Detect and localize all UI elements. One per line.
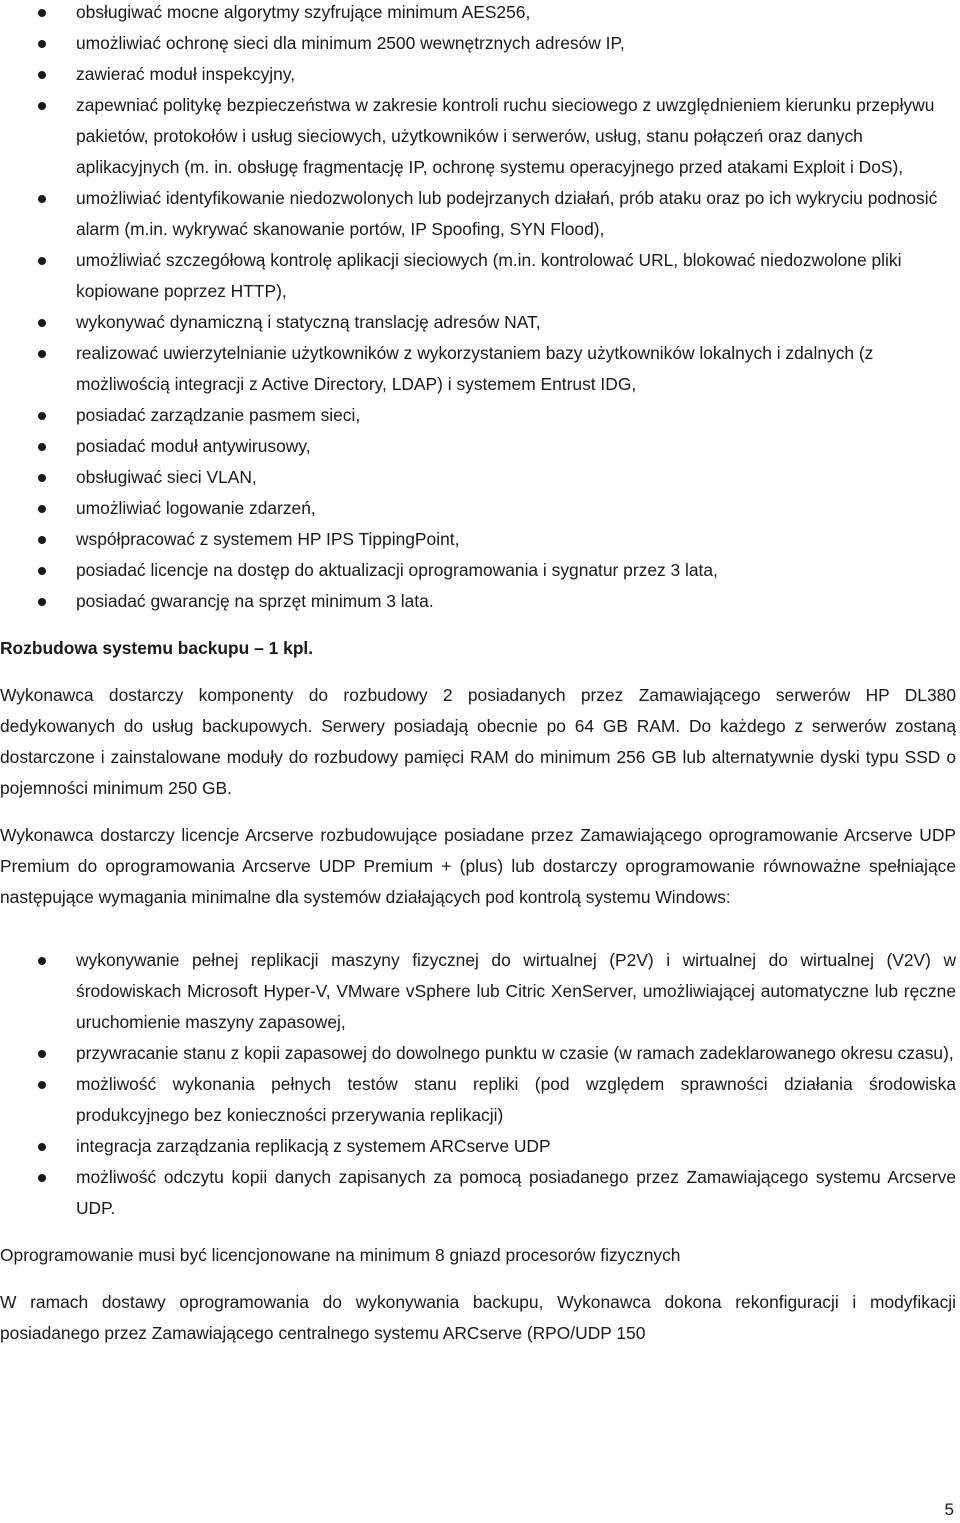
list-item (0, 1131, 960, 1162)
list-item-text: współpracować z systemem HP IPS TippingPoint, (76, 529, 460, 549)
list-item-text: zapewniać politykę bezpieczeństwa w zakresie kontroli ruchu sieciowego z uwzględnieniem kierunku przepływu pakietów, protokołów i usług sieciowych, użytkowników i serwerów, usług, stanu połączeń oraz danych aplikacyjnych (m. in. obsługę fragmentację IP, ochronę systemu operacyjnego przed atakami Exploit i DoS), (76, 95, 935, 177)
list-item (0, 307, 960, 338)
list-item (0, 493, 960, 524)
bullet-icon (38, 1081, 46, 1089)
bullet-icon (38, 257, 46, 265)
list-item (0, 1069, 960, 1131)
paragraph-licensing: Oprogramowanie musi być licencjonowane na minimum 8 gniazd procesorów fizycznych (0, 1245, 681, 1265)
bullet-icon (38, 443, 46, 451)
list-item (0, 0, 960, 28)
list-item-text: zawierać moduł inspekcyjny, (76, 64, 296, 84)
list-item (0, 586, 960, 617)
list-item-text: obsługiwać mocne algorytmy szyfrujące minimum AES256, (76, 2, 531, 22)
list-item (0, 338, 960, 400)
list-item (0, 90, 960, 183)
list-item-text: posiadać gwarancję na sprzęt minimum 3 lata. (76, 591, 434, 611)
bullet-icon (38, 957, 46, 965)
list-item-text: wykonywanie pełnej replikacji maszyny fizycznej do wirtualnej (P2V) i wirtualnej do wirtualnej (V2V) w środowiskach Microsoft Hyper-V, VMware vSphere lub Citric XenServer, umożliwiającej automatyczne lub ręczne uruchomienie maszyny zapasowej, (76, 950, 956, 1032)
bullet-icon (38, 40, 46, 48)
bullet-icon (38, 319, 46, 327)
list-item (0, 400, 960, 431)
list-item-text: realizować uwierzytelnianie użytkowników z wykorzystaniem bazy użytkowników lokalnych i zdalnych (z możliwością integracji z Active Directory, LDAP) i systemem Entrust IDG, (76, 343, 874, 394)
list-item-text: możliwość odczytu kopii danych zapisanych za pomocą posiadanego przez Zamawiającego systemu Arcserve UDP. (76, 1167, 956, 1218)
bullet-icon (38, 1174, 46, 1182)
list-item (0, 524, 960, 555)
list-item (0, 59, 960, 90)
bullet-icon (38, 350, 46, 358)
list-item (0, 945, 960, 1038)
bullet-icon (38, 505, 46, 513)
list-item (0, 555, 960, 586)
section-heading: Rozbudowa systemu backupu – 1 kpl. (0, 638, 314, 658)
paragraph-components: Wykonawca dostarczy komponenty do rozbudowy 2 posiadanych przez Zamawiającego serwerów HP DL380 dedykowanych do usług backupowych. Serwery posiadają obecnie po 64 GB RAM. Do każdego z serwerów zostaną dostarczone i zainstalowane moduły do rozbudowy pamięci RAM do minimum 256 GB lub alternatywnie dyski typu SSD o pojemności minimum 250 GB. (0, 685, 956, 798)
bullet-icon (38, 9, 46, 17)
bullet-icon (38, 474, 46, 482)
backup-requirements-list (0, 945, 960, 1224)
list-item-text: obsługiwać sieci VLAN, (76, 467, 257, 487)
paragraph-reconfiguration: W ramach dostawy oprogramowania do wykonywania backupu, Wykonawca dokona rekonfiguracji i modyfikacji posiadanego przez Zamawiającego centralnego systemu ARCserve (RPO/UDP 150 (0, 1292, 956, 1343)
page-number: 5 (944, 1500, 954, 1519)
list-item (0, 183, 960, 245)
bullet-icon (38, 536, 46, 544)
bullet-icon (38, 567, 46, 575)
bullet-icon (38, 1143, 46, 1151)
list-item-text: przywracanie stanu z kopii zapasowej do dowolnego punktu w czasie (w ramach zadeklarowanego okresu czasu), (76, 1043, 954, 1063)
list-item-text: umożliwiać identyfikowanie niedozwolonych lub podejrzanych działań, prób ataku oraz po ich wykryciu podnosić alarm (m.in. wykrywać skanowanie portów, IP Spoofing, SYN Flood), (76, 188, 938, 239)
paragraph-licences: Wykonawca dostarczy licencje Arcserve rozbudowujące posiadane przez Zamawiającego oprogramowanie Arcserve UDP Premium do oprogramowania Arcserve UDP Premium + (plus) lub dostarczy oprogramowanie równoważne spełniające następujące wymagania minimalne dla systemów działających pod kontrolą systemu Windows: (0, 825, 956, 907)
list-item-text: posiadać zarządzanie pasmem sieci, (76, 405, 361, 425)
list-item-text: umożliwiać ochronę sieci dla minimum 2500 wewnętrznych adresów IP, (76, 33, 625, 53)
list-item (0, 28, 960, 59)
list-item (0, 431, 960, 462)
bullet-icon (38, 102, 46, 110)
bullet-icon (38, 412, 46, 420)
bullet-icon (38, 71, 46, 79)
bullet-icon (38, 598, 46, 606)
list-item (0, 1038, 960, 1069)
list-item-text: posiadać moduł antywirusowy, (76, 436, 311, 456)
list-item-text: możliwość wykonania pełnych testów stanu repliki (pod względem sprawności działania środowiska produkcyjnego bez konieczności przerywania replikacji) (76, 1074, 956, 1125)
bullet-icon (38, 1050, 46, 1058)
list-item-text: wykonywać dynamiczną i statyczną translację adresów NAT, (76, 312, 541, 332)
list-item-text: umożliwiać szczegółową kontrolę aplikacji sieciowych (m.in. kontrolować URL, blokować niedozwolone pliki kopiowane poprzez HTTP), (76, 250, 902, 301)
list-item-text: posiadać licencje na dostęp do aktualizacji oprogramowania i sygnatur przez 3 lata, (76, 560, 718, 580)
list-item-text: umożliwiać logowanie zdarzeń, (76, 498, 316, 518)
list-item-text: integracja zarządzania replikacją z systemem ARCserve UDP (76, 1136, 551, 1156)
list-item (0, 245, 960, 307)
list-item (0, 462, 960, 493)
bullet-icon (38, 195, 46, 203)
firewall-requirements-list (0, 0, 960, 617)
list-item (0, 1162, 960, 1224)
